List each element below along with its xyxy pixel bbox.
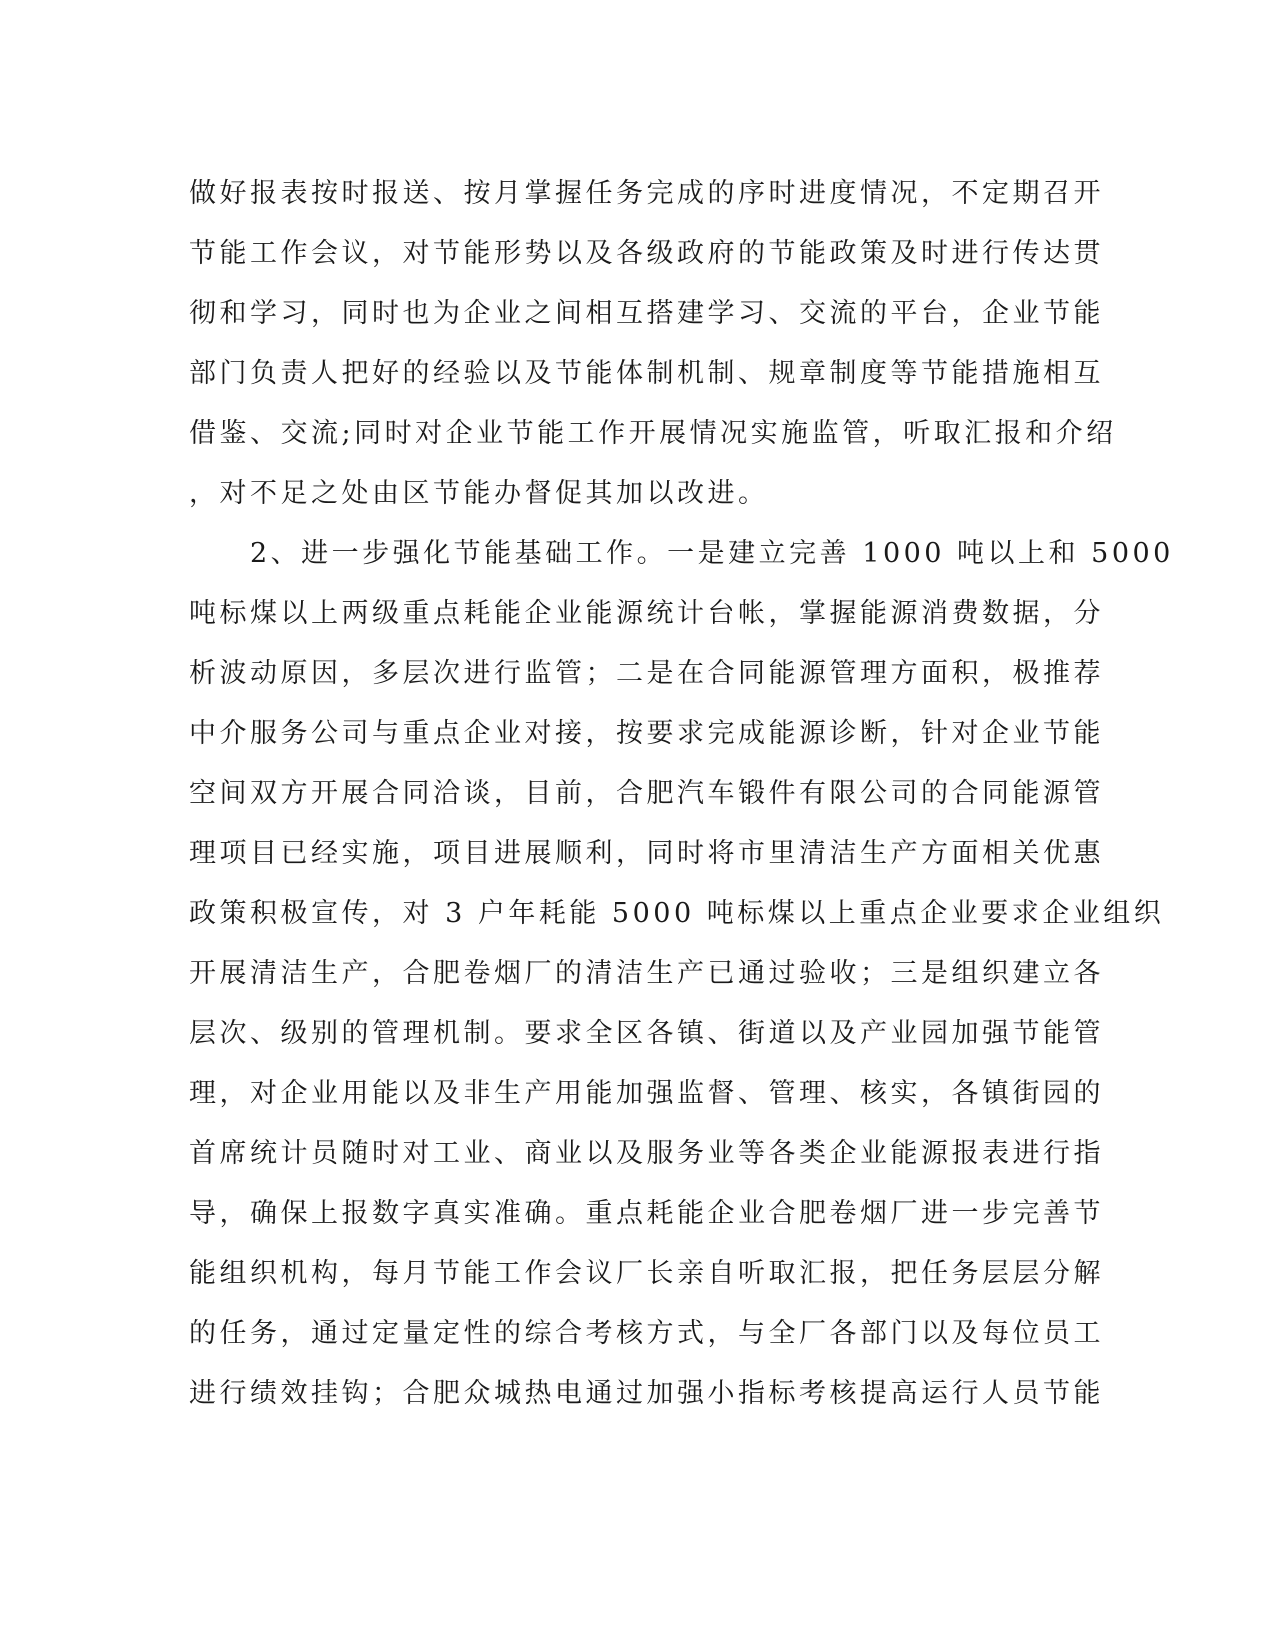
text-line: 理，对企业用能以及非生产用能加强监督、管理、核实，各镇街园的 — [189, 1078, 1104, 1109]
text-line: 能组织机构，每月节能工作会议厂长亲自听取汇报，把任务层层分解 — [189, 1258, 1104, 1289]
body-text — [189, 164, 1174, 1424]
text-line: 彻和学习，同时也为企业之间相互搭建学习、交流的平台，企业节能 — [189, 298, 1104, 329]
text-line: 的任务，通过定量定性的综合考核方式，与全厂各部门以及每位员工 — [189, 1318, 1104, 1349]
text-line: 空间双方开展合同洽谈，目前，合肥汽车锻件有限公司的合同能源管 — [189, 778, 1104, 809]
text-line: 2、进一步强化节能基础工作。一是建立完善 1000 吨以上和 5000 — [189, 538, 1174, 569]
text-line: 部门负责人把好的经验以及节能体制机制、规章制度等节能措施相互 — [189, 358, 1104, 389]
text-line: 首席统计员随时对工业、商业以及服务业等各类企业能源报表进行指 — [189, 1138, 1104, 1169]
text-line: 层次、级别的管理机制。要求全区各镇、街道以及产业园加强节能管 — [189, 1018, 1104, 1049]
text-line: 理项目已经实施，项目进展顺利，同时将市里清洁生产方面相关优惠 — [189, 838, 1104, 869]
text-line: 导，确保上报数字真实准确。重点耗能企业合肥卷烟厂进一步完善节 — [189, 1198, 1104, 1229]
text-line: ，对不足之处由区节能办督促其加以改进。 — [189, 478, 769, 509]
text-line: 借鉴、交流;同时对企业节能工作开展情况实施监管，听取汇报和介绍 — [189, 418, 1117, 449]
text-line: 中介服务公司与重点企业对接，按要求完成能源诊断，针对企业节能 — [189, 718, 1104, 749]
text-line: 节能工作会议，对节能形势以及各级政府的节能政策及时进行传达贯 — [189, 238, 1104, 269]
text-line: 做好报表按时报送、按月掌握任务完成的序时进度情况，不定期召开 — [189, 178, 1104, 209]
text-line: 析波动原因，多层次进行监管；二是在合同能源管理方面积，极推荐 — [189, 658, 1104, 689]
text-line: 进行绩效挂钩；合肥众城热电通过加强小指标考核提高运行人员节能 — [189, 1378, 1104, 1409]
text-line: 政策积极宣传，对 3 户年耗能 5000 吨标煤以上重点企业要求企业组织 — [189, 898, 1165, 929]
text-line: 吨标煤以上两级重点耗能企业能源统计台帐，掌握能源消费数据，分 — [189, 598, 1104, 629]
text-line: 开展清洁生产，合肥卷烟厂的清洁生产已通过验收；三是组织建立各 — [189, 958, 1104, 989]
